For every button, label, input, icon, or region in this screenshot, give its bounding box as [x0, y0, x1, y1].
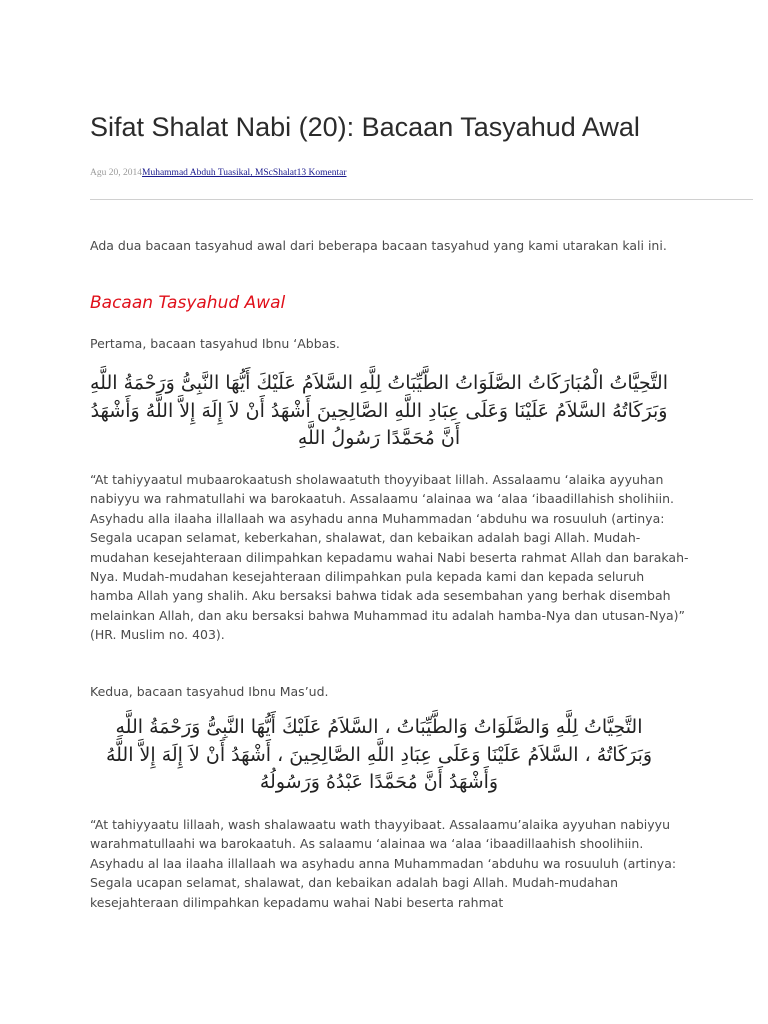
intro-paragraph: Ada dua bacaan tasyahud awal dari beberapa bacaan tasyahud yang kami utarakan kali ini. — [90, 238, 667, 253]
first-translation: “At tahiyyaatul mubaarokaatush sholawaatuth thoyyibaat lillah. Assalaamu ‘alaika ayyuhan nabiyyu wa rahmatullahi wa barokaatuh. Assalaamu ‘alainaa wa ‘alaa ‘ibaadillahish sholihiin. Asyhadu alla ilaaha illallaah wa asyhadu anna Muhammadan ‘abduhu wa rosuuluh (artinya: Segala ucapan selamat, keberkahan, shalawat, dan kebaikan adalah bagi Allah. Mudah-mudahan kesejahteraan dilimpahkan kepadamu wahai Nabi beserta rahmat Allah dan barakah-Nya. Mudah-mudahan kesejahteraan dilimpahkan pula kepada kami dan kepada seluruh hamba Allah yang shalih. Aku bersaksi bahwa tidak ada sesembahan yang berhak disembah melainkan Allah, dan aku bersaksi bahwa Muhammad itu adalah hamba-Nya dan utusan-Nya)” (HR. Muslim no. 403). — [90, 472, 689, 643]
post-meta — [90, 168, 347, 178]
first-intro: Pertama, bacaan tasyahud Ibnu ‘Abbas. — [90, 336, 340, 351]
post-date: Agu 20, 2014 — [90, 168, 142, 178]
post-title: Sifat Shalat Nabi (20): Bacaan Tasyahud Awal — [90, 112, 640, 142]
second-intro: Kedua, bacaan tasyahud Ibnu Mas’ud. — [90, 684, 329, 699]
section-heading: Bacaan Tasyahud Awal — [90, 293, 286, 313]
second-arabic-text: التَّحِيَّاتُ لِلَّهِ وَالصَّلَوَاتُ وَالطَّيِّبَاتُ ، السَّلاَمُ عَلَيْكَ أَيُّهَا النَّبِىُّ وَرَحْمَةُ اللَّهِ وَبَرَكَاتُهُ ، السَّلاَمُ عَلَيْنَا وَعَلَى عِبَادِ اللَّهِ الصَّالِحِينَ ، أَشْهَدُ أَنْ لاَ إِلَهَ إِلاَّ اللَّهُ وَأَشْهَدُ أَنَّ مُحَمَّدًا عَبْدُهُ وَرَسُولُهُ — [105, 716, 653, 793]
meta-divider — [90, 199, 753, 200]
category-link[interactable]: Shalat — [272, 168, 297, 178]
first-arabic-text: التَّحِيَّاتُ الْمُبَارَكَاتُ الصَّلَوَاتُ الطَّيِّبَاتُ لِلَّهِ السَّلاَمُ عَلَيْكَ أَيُّهَا النَّبِىُّ وَرَحْمَةُ اللَّهِ وَبَرَكَاتُهُ السَّلاَمُ عَلَيْنَا وَعَلَى عِبَادِ اللَّهِ الصَّالِحِينَ أَشْهَدُ أَنْ لاَ إِلَهَ إِلاَّ اللَّهُ وَأَشْهَدُ أَنَّ مُحَمَّدًا رَسُولُ اللَّهِ — [89, 372, 668, 449]
comments-link[interactable]: 13 Komentar — [296, 168, 347, 178]
second-translation: “At tahiyyaatu lillaah, wash shalawaatu wath thayyibaat. Assalaamu’alaika ayyuhan nabiyyu warahmatullaahi wa barokaatuh. As salaamu ‘alainaa wa ‘alaa ‘ibaadillaahish shoolihiin. Asyhadu al laa ilaaha illallaah wa asyhadu anna Muhammadan ‘abduhu wa rosuuluh (artinya: Segala ucapan selamat, shalawat, dan kebaikan adalah bagi Allah. Mudah-mudahan kesejahteraan dilimpahkan kepadamu wahai Nabi beserta rahmat — [90, 817, 677, 910]
author-link[interactable]: Muhammad Abduh Tuasikal, MSc — [142, 168, 273, 178]
